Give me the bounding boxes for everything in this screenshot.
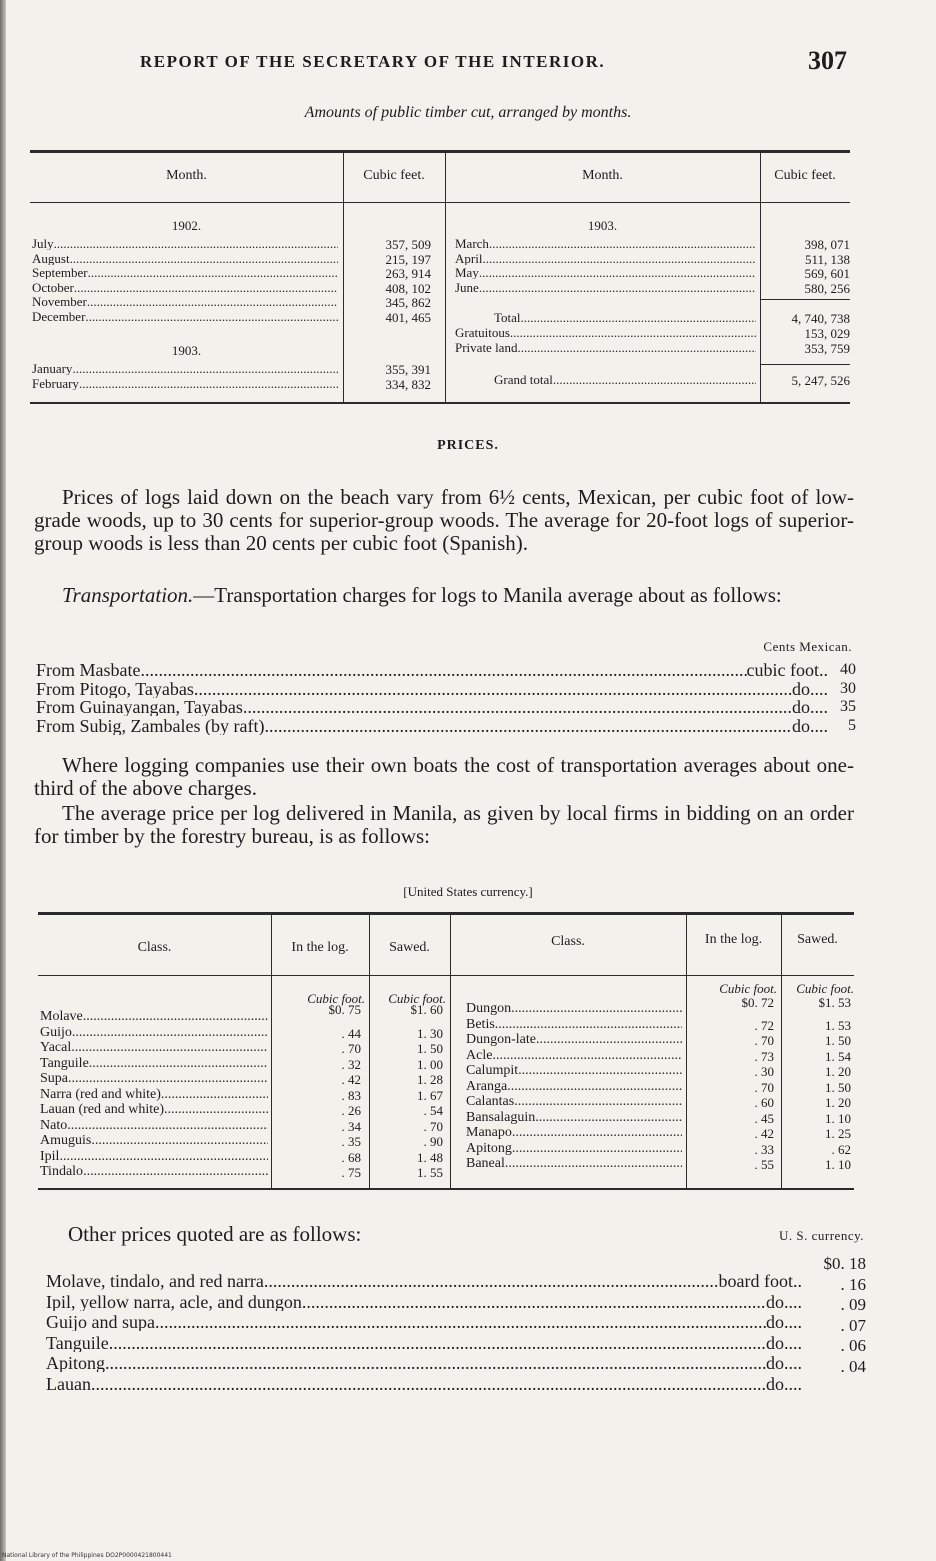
wood-class-row-label: Narra (red and white) [40,1087,161,1102]
year-label: 1903. [587,218,618,233]
col-header-log-left: In the log. [291,940,349,955]
transport-value: 35 [840,698,856,715]
transportation-italic: Transportation. [62,583,194,607]
private-land-row [455,341,756,354]
wood-class-row [40,1057,268,1071]
sawed-price: 1. 50 [825,1079,851,1095]
other-price-value: . 04 [840,1356,866,1376]
wood-class-row [466,1126,682,1140]
sawed-price: $1. 60 [410,1002,443,1017]
sawed-price: 1. 67 [417,1087,443,1103]
month-row [32,266,338,279]
total-label: Total [494,311,521,324]
wood-class-row [40,1010,268,1024]
sawed-price: 1. 10 [825,1110,851,1126]
wood-class-row-label: Guijo [40,1025,72,1040]
month-row-label: May [455,266,479,279]
sawed-price: 1. 10 [825,1157,851,1172]
other-price-row-unit: do.... [766,1354,802,1372]
wood-class-row-label: Calumpit [466,1064,519,1078]
log-table-caption: [United States currency.] [403,884,533,899]
other-price-row-unit: do.... [766,1292,802,1311]
sawed-price: 1. 53 [825,1017,851,1033]
month-value: 334, 832 [385,376,431,392]
sawed-price: . 90 [423,1134,443,1149]
month-value: 401, 465 [385,309,431,325]
year-label: 1903. [171,343,202,358]
in-log-price: . 70 [341,1041,361,1056]
timber-table-caption: Amounts of public timber cut, arranged by months. [304,104,632,121]
other-price-row [46,1272,802,1290]
month-row [32,295,338,308]
col-header-class-left: Class. [137,940,172,955]
col-divider [450,915,451,1188]
other-price-value: . 07 [840,1315,866,1335]
wood-class-row [466,1095,682,1109]
sawed-price: 1. 25 [825,1126,851,1141]
col-divider [445,153,446,402]
wood-class-row-label: Manapo [466,1126,512,1140]
wood-class-row [466,1157,682,1171]
other-price-value: . 06 [840,1336,866,1355]
transport-row [36,717,828,735]
other-price-row [46,1293,802,1311]
in-log-price: . 55 [754,1157,774,1172]
wood-class-row-label: Supa [40,1072,68,1086]
sawed-price: . 62 [831,1141,851,1157]
other-price-value: . 09 [840,1295,866,1314]
transport-unit-heading: Cents Mexican. [763,639,852,654]
month-value: 215, 197 [385,251,431,267]
month-value: 263, 914 [385,266,431,281]
in-log-price: . 42 [341,1072,361,1087]
month-row [455,237,756,250]
col-header-sawed-left: Sawed. [389,940,430,955]
in-log-price: . 70 [754,1033,774,1048]
wood-class-row-label: Yacal [40,1041,72,1055]
wood-class-row [466,1142,682,1156]
grand-total-label: Grand total [494,373,553,386]
month-row-label: June [455,280,479,294]
month-row [32,237,338,250]
total-value: 4, 740, 738 [791,311,850,326]
total-row [494,311,756,324]
transportation-text: —Transportation charges for logs to Manila average about as follows: [193,583,782,607]
col-header-month-right: Month. [582,168,623,183]
table-top-rule [38,912,854,915]
other-price-row-label: Lauan [46,1374,91,1393]
wood-class-row [466,1049,682,1063]
month-row [455,252,756,265]
in-log-price: . 45 [754,1110,774,1126]
month-row [32,310,338,323]
col-header-cubic-left: Cubic feet. [363,168,425,183]
sawed-price: 1. 20 [825,1064,851,1079]
wood-class-row [40,1088,268,1102]
other-price-value: . 16 [840,1274,866,1294]
grand-total-row [494,373,756,386]
month-row [32,362,338,375]
transport-row [36,661,828,679]
unit-label: Cubic foot. [388,991,446,1006]
transport-value: 5 [848,716,856,734]
in-log-price: . 73 [754,1048,774,1064]
in-log-price: . 30 [754,1064,774,1079]
other-price-row-unit: do.... [766,1374,802,1393]
other-prices-unit: U. S. currency. [779,1228,864,1243]
month-row-label: August [32,251,70,265]
month-row-label: November [32,295,87,308]
in-log-price: . 35 [341,1134,361,1149]
wood-class-row-label: Molave [40,1010,83,1024]
sawed-price: 1. 54 [825,1048,851,1064]
wood-class-row-label: Ipil [40,1149,60,1164]
sawed-price: 1. 20 [825,1095,851,1110]
wood-class-row-label: Lauan (red and white) [40,1103,164,1117]
month-row-label: September [32,266,88,279]
other-price-row-label: Apitong [46,1354,106,1372]
other-price-row-unit: do.... [766,1333,802,1352]
table-header-rule [38,975,854,976]
sawed-price: . 54 [423,1103,443,1118]
wood-class-row [40,1119,268,1133]
other-price-value: $0. 18 [823,1254,866,1273]
in-log-price: $0. 75 [328,1002,361,1017]
col-header-cubic-right: Cubic feet. [774,168,836,183]
transport-value: 30 [840,679,856,697]
wood-class-row [40,1150,268,1164]
prices-heading: PRICES. [437,438,499,453]
running-header: REPORT OF THE SECRETARY OF THE INTERIOR. [140,52,606,71]
in-log-price: . 72 [754,1017,774,1033]
wood-class-row [40,1072,268,1086]
wood-class-row-label: Baneal [466,1157,505,1171]
transport-row-label: From Masbate [36,661,141,679]
wood-class-row-label: Calantas [466,1095,515,1109]
page-edge-shadow [0,0,6,1561]
gratuitous-row [455,326,756,339]
other-price-row-label: Tanguile [46,1333,109,1352]
month-value: 569, 601 [804,266,850,281]
wood-class-row-label: Bansalaguin [466,1110,536,1125]
in-log-price: . 44 [341,1025,361,1041]
month-value: 398, 071 [804,237,850,252]
other-price-row-unit: do.... [766,1313,802,1331]
private-land-label: Private land [455,341,518,354]
in-log-price: . 33 [754,1141,774,1157]
month-row-label: February [32,376,79,390]
wood-class-row-label: Aranga [466,1079,508,1094]
sawed-price: 1. 50 [825,1033,851,1048]
subtotal-rule [760,299,850,300]
other-price-row-label: Ipil, yellow narra, acle, and dungon [46,1292,302,1311]
sawed-price: 1. 55 [417,1165,443,1180]
month-row [32,281,338,294]
in-log-price: . 60 [754,1095,774,1110]
transportation-paragraph [34,584,854,607]
month-row-label: December [32,309,86,323]
transport-row-unit: do.... [792,698,828,716]
col-header-sawed-right: Sawed. [797,932,838,947]
unit-label: Cubic foot. [796,981,854,996]
table-header-rule [30,202,850,203]
other-price-row-unit: board foot.. [718,1272,802,1290]
in-log-price: . 32 [341,1056,361,1072]
sawed-price: $1. 53 [818,995,851,1010]
other-price-row [46,1313,802,1331]
transport-row-label: From Pitogo, Tayabas [36,679,194,698]
in-log-price: $0. 72 [741,995,774,1010]
wood-class-row [466,1018,682,1032]
sawed-price: 1. 48 [417,1149,443,1165]
month-value: 408, 102 [385,280,431,296]
wood-class-row [40,1041,268,1055]
sawed-price: 1. 00 [417,1056,443,1072]
table-top-rule [30,150,850,153]
prices-paragraph-3: The average price per log delivered in Manila, as given by local firms in bidding on an order for timber by the forestry bureau, is as follows: [34,801,854,848]
other-price-row [46,1334,802,1352]
month-row-label: July [32,237,54,250]
wood-class-row [466,1111,682,1125]
month-value: 580, 256 [804,280,850,296]
transport-row [36,698,828,716]
month-row [455,266,756,279]
col-header-month-left: Month. [166,168,207,183]
month-value: 357, 509 [385,237,431,252]
in-log-price: . 83 [341,1087,361,1103]
table-bottom-rule [38,1188,854,1190]
month-value: 345, 862 [385,295,431,310]
transport-row-label: From Guinayangan, Tayabas [36,698,243,716]
wood-class-row-label: Dungon [466,1002,512,1016]
wood-class-row-label: Tanguile [40,1056,89,1071]
transport-row-unit: do.... [792,716,828,735]
year-label: 1902. [171,218,202,233]
month-row [455,281,756,294]
private-land-value: 353, 759 [804,341,850,356]
month-row [32,252,338,265]
month-row-label: April [455,251,483,265]
sawed-price: 1. 30 [417,1025,443,1041]
wood-class-row [40,1134,268,1148]
wood-class-row [466,1002,682,1016]
page-number: 307 [808,46,847,75]
sawed-price: 1. 28 [417,1072,443,1087]
wood-class-row-label: Amuguis [40,1134,92,1148]
in-log-price: . 75 [341,1165,361,1180]
month-row [32,377,338,390]
col-header-log-right: In the log. [704,932,763,947]
other-price-row-label: Molave, tindalo, and red narra [46,1272,264,1290]
grand-total-value: 5, 247, 526 [791,373,850,388]
wood-class-row-label: Acle [466,1048,493,1063]
wood-class-row [466,1033,682,1047]
wood-class-row-label: Dungon-late [466,1033,536,1047]
month-row-label: October [32,280,74,294]
in-log-price: . 34 [341,1118,361,1134]
other-price-row-label: Guijo and supa [46,1313,155,1331]
other-prices-heading: Other prices quoted are as follows: [68,1222,362,1246]
gratuitous-value: 153, 029 [804,326,850,341]
transport-value: 40 [840,661,856,678]
in-log-price: . 68 [341,1149,361,1165]
transport-row-label: From Subig, Zambales (by raft) [36,716,265,735]
prices-paragraph-1: Prices of logs laid down on the beach vary from 6½ cents, Mexican, per cubic foot of low-grade woods, up to 30 cents for superior-group woods. The average for 20-foot logs of superior-group woods is less than 20 cents per cubic foot (Spanish). [34,485,854,555]
col-header-class-right: Class. [551,934,585,949]
gratuitous-label: Gratuitous [455,326,510,339]
in-log-price: . 42 [754,1126,774,1141]
transport-row [36,680,828,698]
other-price-row [46,1354,802,1372]
month-row-label: January [32,362,73,375]
transport-row-unit: cubic foot.. [746,661,828,679]
wood-class-row [466,1080,682,1094]
other-price-row [46,1375,802,1393]
wood-class-row-label: Nato [40,1118,68,1133]
unit-label: Cubic foot. [719,981,777,996]
month-row-label: March [455,237,489,250]
month-value: 355, 391 [385,362,431,377]
sawed-price: . 70 [423,1118,443,1134]
wood-class-row [40,1026,268,1040]
wood-class-row [40,1103,268,1117]
transport-row-unit: do.... [792,679,828,698]
wood-class-row-label: Apitong [466,1141,512,1156]
in-log-price: . 26 [341,1103,361,1118]
in-log-price: . 70 [754,1079,774,1095]
table-bottom-rule [30,402,850,404]
wood-class-row-label: Tindalo [40,1165,84,1179]
footer-credit: National Library of the Philippines DO2P0000421800441 [2,1552,172,1559]
wood-class-row-label: Betis [466,1017,495,1032]
unit-label: Cubic foot. [307,991,365,1006]
wood-class-row [40,1165,268,1179]
subtotal-rule [760,364,850,365]
sawed-price: 1. 50 [417,1041,443,1056]
wood-class-row [466,1064,682,1078]
prices-paragraph-2: Where logging companies use their own boats the cost of transportation averages about one-third of the above charges. [34,753,854,800]
month-value: 511, 138 [804,251,850,267]
